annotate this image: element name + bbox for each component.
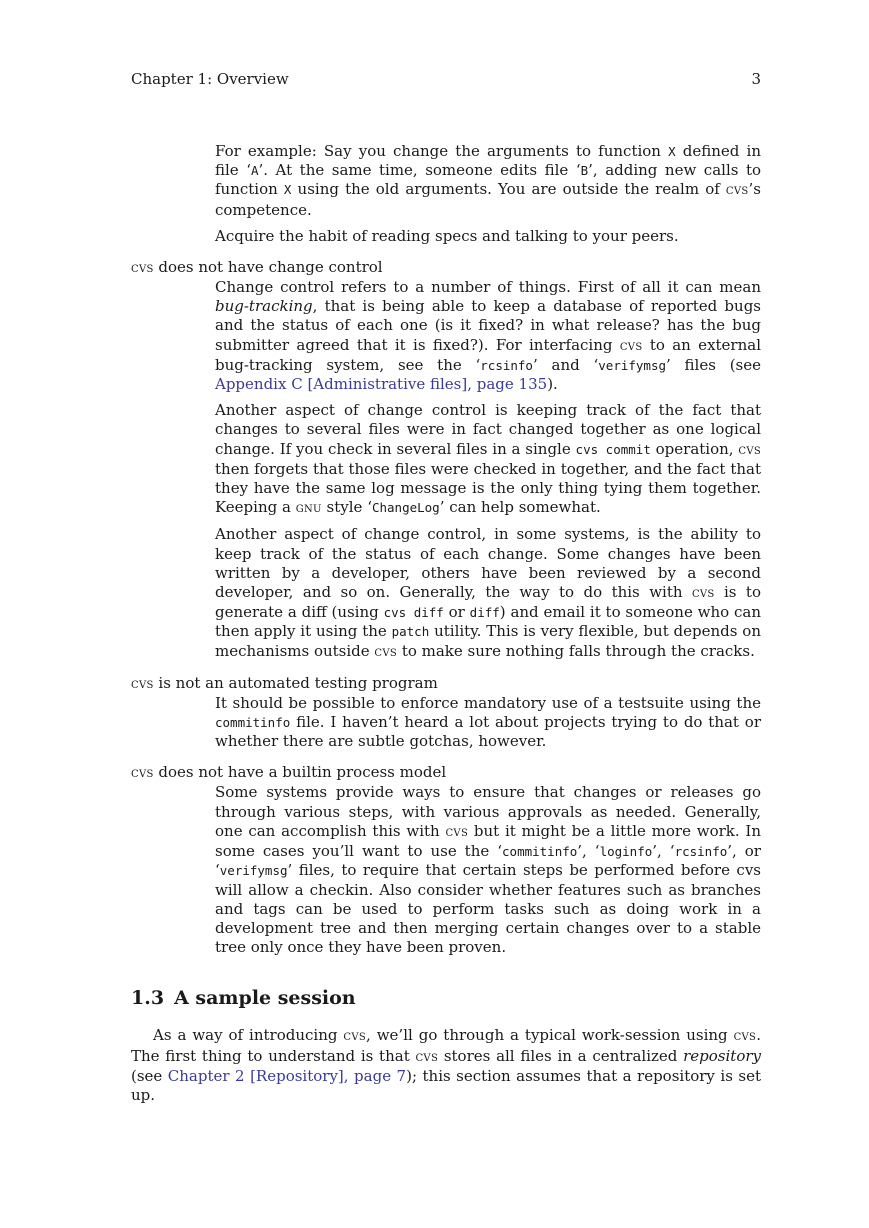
link-chapter-2[interactable]: Chapter 2 [Repository], page 7 <box>167 1066 407 1085</box>
intro-paragraph-1: For example: Say you change the arguments to function X defined in file ‘A’. At the same time, someone edits file ‘B’, adding new calls to function X using the old arguments. You are outside the realm of cvs’s competence. <box>215 142 762 219</box>
intro-block <box>215 142 761 246</box>
definition-body-change-control <box>215 278 761 662</box>
page-number: 3 <box>751 70 761 88</box>
section-paragraph: As a way of introducing cvs, we’ll go through a typical work-session using cvs. The first thing to understand is that cvs stores all files in a centralized repository (see Chapter 2 [Repository], page 7); this section assumes that a repository is set up. <box>131 1026 762 1104</box>
definition-term-process-model: cvs does not have a builtin process model <box>131 763 447 782</box>
running-header <box>131 69 761 89</box>
change-control-paragraph-3: Another aspect of change control, in some systems, is the ability to keep track of the status of each change. Some changes have been written by a developer, others have been reviewed by a second developer, and so on. Generally, the way to do this with cvs is to generate a diff (using cvs diff or diff) and email it to someone who can then apply it using the patch utility. This is very flexible, but depends on mechanisms outside cvs to make sure nothing falls through the cracks. <box>215 525 761 660</box>
change-control-paragraph-1: Change control refers to a number of things. First of all it can mean bug-tracking, that is being able to keep a database of reported bugs and the status of each one (is it fixed? in what release? has the bug submitter agreed that it is fixed?). For interfacing cvs to an external bug-tracking system, see the ‘rcsinfo’ and ‘verifymsg’ files (see Appendix C [Administrative files], page 135). <box>215 278 761 394</box>
definition-term-change-control: cvs does not have change control <box>131 258 383 277</box>
chapter-title: Chapter 1: Overview <box>131 70 289 88</box>
process-model-paragraph: Some systems provide ways to ensure that changes or releases go through various steps, with various approvals as needed. Generally, one can accomplish this with cvs but it might be a little more work. In some cases you’ll want to use the ‘commitinfo’, ‘loginfo’, ‘rcsinfo’, or ‘verifymsg’ files, to require that certain steps be performed before cvs will allow a checkin. Also consider whether features such as branches and tags can be used to perform tasks such as doing work in a development tree and then merging certain changes over to a stable tree only once they have been proven. <box>215 783 761 957</box>
section-number: 1.3 <box>131 987 165 1010</box>
section-title: A sample session <box>174 987 356 1010</box>
testing-paragraph: It should be possible to enforce mandatory use of a testsuite using the commitinfo file. I haven’t heard a lot about projects trying to do that or whether there are subtle gotchas, however. <box>215 693 761 751</box>
definition-term-testing: cvs is not an automated testing program <box>131 673 438 692</box>
definition-body-process-model <box>215 783 761 957</box>
page-content <box>131 142 761 1105</box>
section-heading <box>131 986 761 1010</box>
change-control-paragraph-2: Another aspect of change control is keeping track of the fact that changes to several files were in fact changed together as one logical change. If you check in several files in a single cvs commit operation, cvs then forgets that those files were checked in together, and the fact that they have the same log message is the only thing tying them together. Keeping a gnu style ‘ChangeLog’ can help somewhat. <box>215 401 761 517</box>
intro-paragraph-2: Acquire the habit of reading specs and talking to your peers. <box>215 226 679 245</box>
definition-body-testing <box>215 694 761 752</box>
link-appendix-c[interactable]: Appendix C [Administrative files], page 135 <box>215 375 548 394</box>
